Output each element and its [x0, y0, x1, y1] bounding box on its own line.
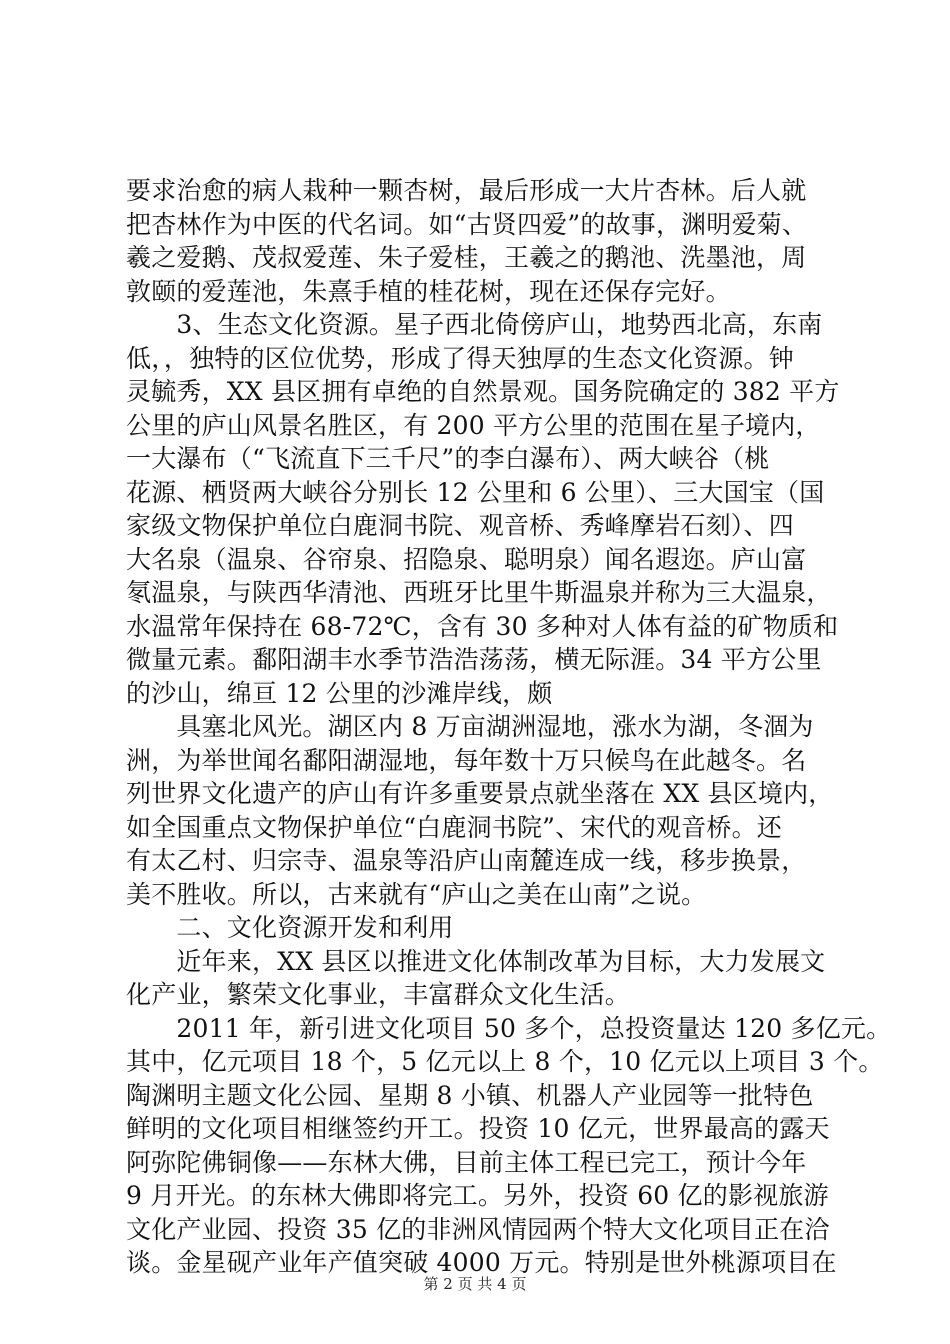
- text-line: 具塞北风光。湖区内 8 万亩湖洲湿地，涨水为湖，冬涸为: [126, 712, 814, 741]
- text-line: 水温常年保持在 68-72℃，含有 30 多种对人体有益的矿物质和: [126, 611, 839, 641]
- text-line: 灵毓秀，XX 县区拥有卓绝的自然景观。国务院确定的 382 平方: [126, 377, 840, 406]
- text-line: 化产业，繁荣文化事业，丰富群众文化生活。: [126, 980, 631, 1009]
- page-number-footer: 第 2 页 共 4 页: [423, 1275, 527, 1293]
- text-line: 花源、栖贤两大峡谷分别长 12 公里和 6 公里）、三大国宝（国: [126, 477, 825, 507]
- text-line: 一大瀑布（“飞流直下三千尺”的李白瀑布）、两大峡谷（桃: [126, 444, 770, 473]
- text-line: 家级文物保护单位白鹿洞书院、观音桥、秀峰摩岩石刻）、四: [126, 511, 794, 540]
- text-line: 文化产业园、投资 35 亿的非洲风情园两个特大文化项目正在洽: [126, 1214, 830, 1244]
- text-line: 敦颐的爱莲池，朱熹手植的桂花树，现在还保存完好。: [126, 276, 731, 306]
- text-line: 氡温泉，与陕西华清池、西班牙比里牛斯温泉并称为三大温泉，: [126, 578, 832, 607]
- text-line: 有太乙村、归宗寺、温泉等沿庐山南麓连成一线，移步换景，: [126, 846, 807, 875]
- text-line: 陶渊明主题文化公园、星期 8 小镇、机器人产业园等一批特色: [126, 1080, 814, 1110]
- text-line: 低，，独特的区位优势，形成了得天独厚的生态文化资源。钟: [126, 343, 794, 373]
- text-line: 列世界文化遗产的庐山有许多重要景点就坐落在 XX 县区境内，: [126, 779, 834, 808]
- body-text: [126, 174, 892, 1280]
- text-line: 美不胜收。所以，古来就有“庐山之美在山南”之说。: [126, 879, 707, 909]
- text-line: 阿弥陀佛铜像——东林大佛，目前主体工程已完工，预计今年: [126, 1147, 807, 1177]
- section-heading: 二、文化资源开发和利用: [126, 913, 454, 942]
- text-line: 要求治愈的病人栽种一颗杏树，最后形成一大片杏林。后人就: [126, 176, 807, 205]
- text-line: 9 月开光。的东林大佛即将完工。另外，投资 60 亿的影视旅游: [126, 1181, 829, 1210]
- text-line: 洲，为举世闻名鄱阳湖湿地，每年数十万只候鸟在此越冬。名: [126, 745, 807, 775]
- text-line: 2011 年，新引进文化项目 50 多个，总投资量达 120 多亿元。: [126, 1013, 892, 1043]
- text-line: 羲之爱鹅、茂叔爱莲、朱子爱桂，王羲之的鹅池、洗墨池，周: [126, 243, 807, 272]
- text-line: 其中，亿元项目 18 个，5 亿元以上 8 个，10 亿元以上项目 3 个。: [126, 1047, 884, 1076]
- text-line: 鲜明的文化项目相继签约开工。投资 10 亿元，世界最高的露天: [126, 1114, 830, 1143]
- text-line: 近年来，XX 县区以推进文化体制改革为目标，大力发展文: [126, 946, 826, 976]
- text-line: 的沙山，绵亘 12 公里的沙滩岸线，颇: [126, 678, 553, 708]
- text-line: 如全国重点文物保护单位“白鹿洞书院”、宋代的观音桥。还: [126, 812, 782, 842]
- text-line: 公里的庐山风景名胜区，有 200 平方公里的范围在星子境内，: [126, 410, 821, 440]
- text-line: 大名泉（温泉、谷帘泉、招隐泉、聪明泉）闻名遐迩。庐山富: [126, 544, 807, 574]
- text-line: 把杏林作为中医的代名词。如“古贤四爱”的故事，渊明爱菊、: [126, 209, 808, 239]
- text-line: 3、生态文化资源。星子西北倚傍庐山，地势西北高，东南: [126, 310, 823, 339]
- text-line: 微量元素。鄱阳湖丰水季节浩浩荡荡，横无际涯。34 平方公里: [126, 645, 822, 674]
- text-line: 谈。金星砚产业年产值突破 4000 万元。特别是世外桃源项目在: [126, 1248, 837, 1277]
